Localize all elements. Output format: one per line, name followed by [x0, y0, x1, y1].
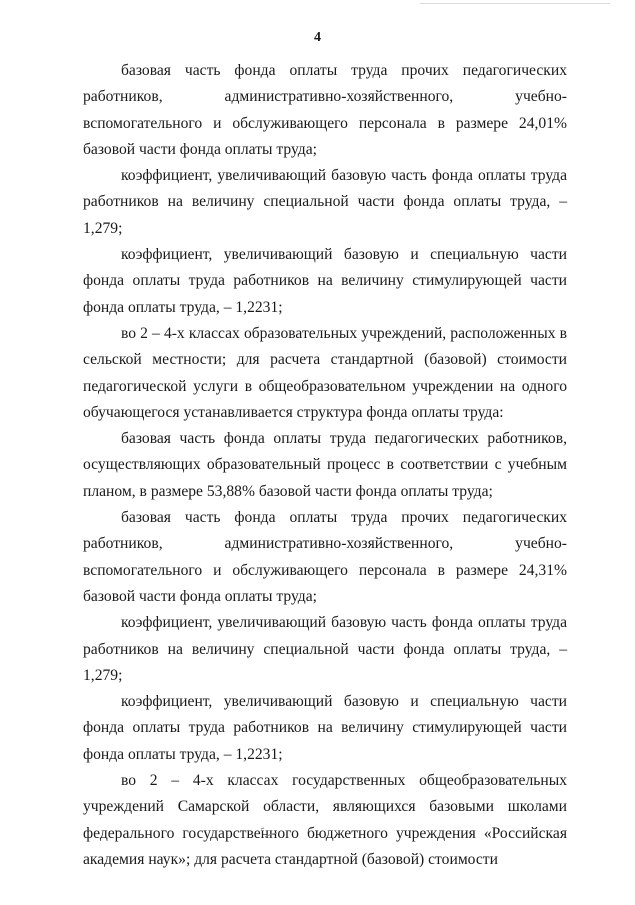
scan-artifact-mark [258, 826, 280, 840]
paragraph-2: коэффициент, увеличивающий базовую часть фонда оплаты труда работников на величину специальной части фонда оплаты труда, – 1,279; [83, 167, 567, 237]
paragraph-9: во 2 – 4-х классах государственных общеобразовательных учреждений Самарской области, являющихся базовыми школами федерального государственного бюджетного учреждения «Российская академия наук»; для расчета стандартной (базовой) стоимости [83, 772, 567, 868]
paragraph-5: базовая часть фонда оплаты труда педагогических работников, осуществляющих образовательный процесс в соответствии с учебным планом, в размере 53,88% базовой части фонда оплаты труда; [83, 430, 567, 500]
paragraph-3: коэффициент, увеличивающий базовую и специальную части фонда оплаты труда работников на величину стимулирующей части фонда оплаты труда, – 1,2231; [83, 246, 567, 316]
scan-edge-line [420, 3, 610, 4]
paragraph-7: коэффициент, увеличивающий базовую часть фонда оплаты труда работников на величину специальной части фонда оплаты труда, – 1,279; [83, 614, 567, 684]
document-body [83, 58, 567, 873]
paragraph-6: базовая часть фонда оплаты труда прочих педагогических работников, административно-хозяйственного, учебно-вспомогательного и обслуживающего персонала в размере 24,31% базовой части фонда оплаты труда; [83, 509, 567, 605]
paragraph-1: базовая часть фонда оплаты труда прочих педагогических работников, административно-хозяйственного, учебно-вспомогательного и обслуживающего персонала в размере 24,01% базовой части фонда оплаты труда; [83, 62, 567, 158]
page-number: 4 [314, 30, 321, 45]
paragraph-8: коэффициент, увеличивающий базовую и специальную части фонда оплаты труда работников на величину стимулирующей части фонда оплаты труда, – 1,2231; [83, 693, 567, 763]
paragraph-4: во 2 – 4-х классах образовательных учреждений, расположенных в сельской местности; для расчета стандартной (базовой) стоимости педагогической услуги в общеобразовательном учреждении на одного обучающегося устанавливается структура фонда оплаты труда: [83, 324, 567, 421]
